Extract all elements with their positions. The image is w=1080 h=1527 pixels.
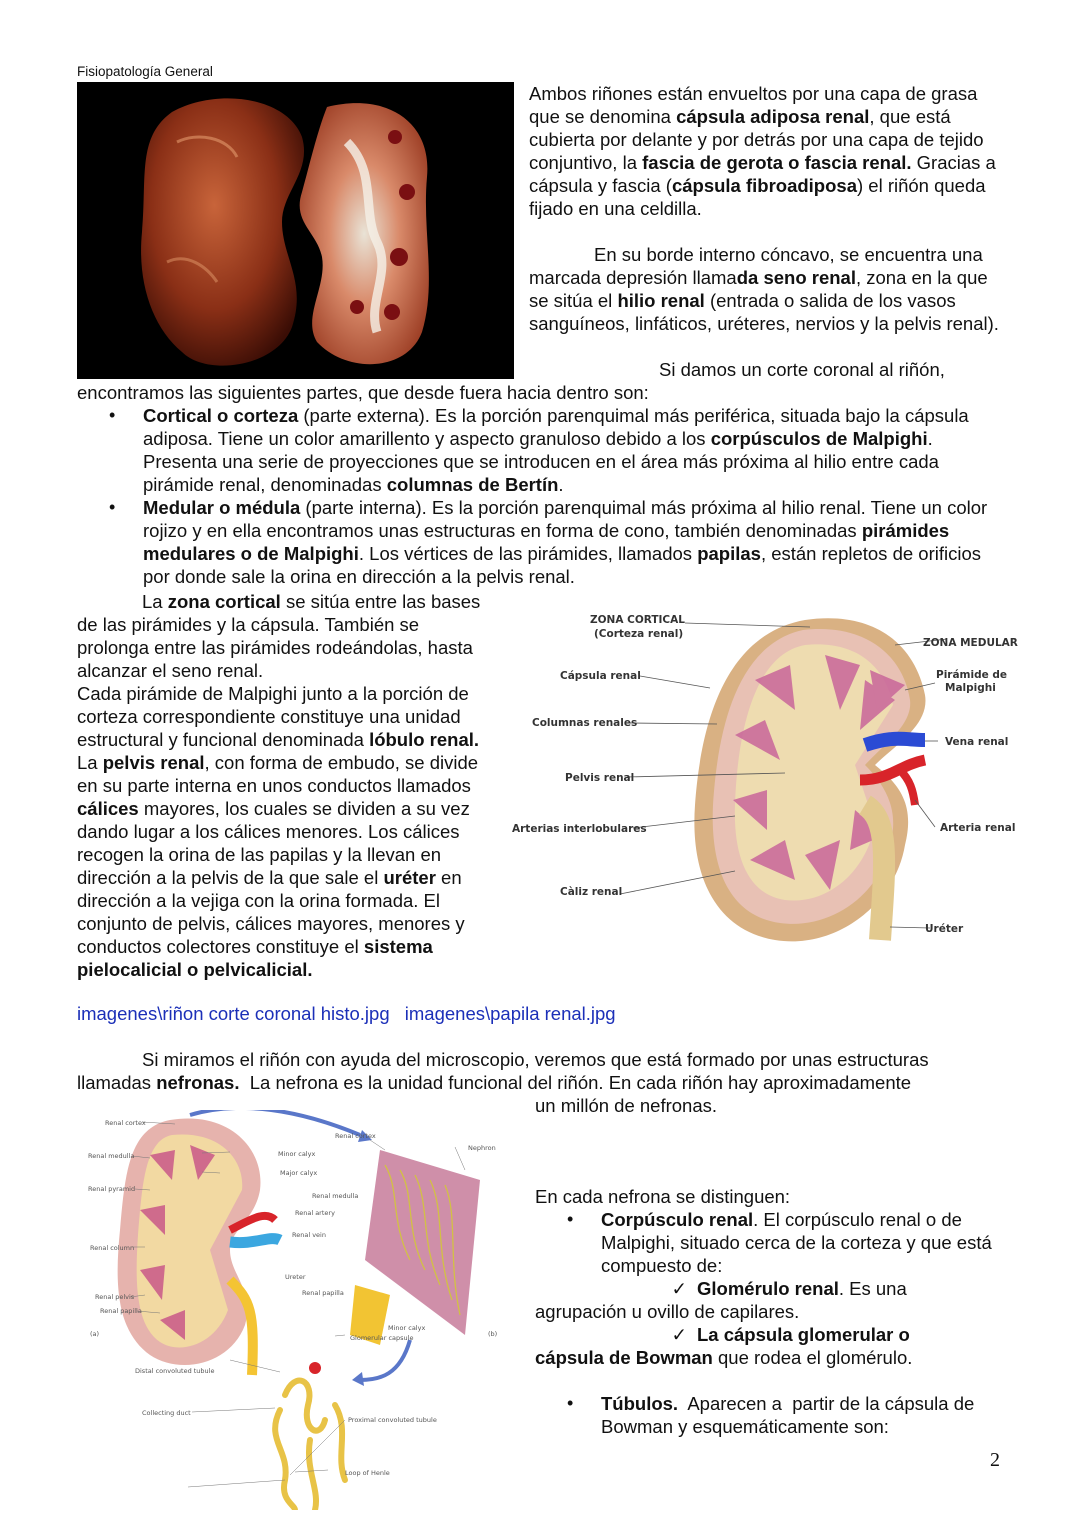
parts-list bbox=[77, 404, 1007, 588]
label-renal-pyramid: Renal pyramid bbox=[88, 1185, 136, 1193]
paragraph-corte: Si damos un corte coronal al riñón, encontramos las siguientes partes, que desde fuera hacia dentro son: • Cortical o corteza (parte externa). Es la porción parenquimal más periférica, situada bajo la cápsula adiposa. Tiene un color amarillento y aspecto granuloso debido a los corpúsculos de Malpighi. Presenta una serie de proyecciones que se introducen en el área más próxima al hilio entre cada pirámide renal, denominadas columnas de Bertín. • Medular o médula (parte interna). Es la porción parenquimal más próxima al hilio renal. Tiene un color rojizo y en ella encontramos unas estructuras en forma de cono, también denominadas pirámides medulares o de Malpighi. Los vértices de las pirámides, llamados papilas, están repletos de orificios por donde sale la orina en dirección a la pelvis renal. bbox=[77, 358, 1007, 588]
label-piramide-2: Malpighi bbox=[945, 682, 996, 694]
label-r-cortex: Renal cortex bbox=[335, 1132, 376, 1140]
label-renal-papilla: Renal papilla bbox=[100, 1307, 142, 1315]
list-item: • Túbulos. Aparecen a partir de la cápsula de Bowman y esquemáticamente son: bbox=[567, 1393, 975, 1437]
label-zona-cortical: ZONA CORTICAL bbox=[590, 614, 685, 626]
label-henle: Loop of Henle bbox=[345, 1469, 390, 1477]
check-icon: ✓ bbox=[671, 1278, 687, 1299]
page-number: 2 bbox=[990, 1449, 1000, 1471]
kidney-photo-icon bbox=[77, 82, 514, 379]
label-minor-calyx-2: Minor calyx bbox=[388, 1324, 426, 1332]
label-pelvis: Pelvis renal bbox=[565, 772, 635, 784]
label-distal: Distal convoluted tubule bbox=[135, 1367, 215, 1375]
label-renal-medulla: Renal medulla bbox=[88, 1152, 135, 1160]
nephron-parts-list bbox=[535, 1208, 1005, 1277]
running-header: Fisiopatología General bbox=[77, 64, 213, 79]
label-collecting: Collecting duct bbox=[142, 1409, 191, 1417]
label-nephron: Nephron bbox=[468, 1144, 496, 1152]
paragraph-zona-cortical: La zona cortical se sitúa entre las bases de las pirámides y la cápsula. También se prolonga entre las pirámides rodeándolas, hasta alcanzar el seno renal. Cada pirámide de Malpighi junto a la porción de corteza correspondiente constituye una unidad estructural y funcional denominada lóbulo renal. La pelvis renal, con forma de embudo, se divide en su parte interna en unos conductos llamados cálices mayores, los cuales se dividen a su vez dando lugar a los cálices menores. Los cálices recogen la orina de las papilas y la llevan en dirección a la pelvis de la que sale el uréter en dirección a la vejiga con la orina formada. El conjunto de pelvis, cálices mayores, menores y conductos colectores constituye el sistema pielocalicial o pelvicalicial. bbox=[77, 591, 481, 980]
nephron-diagram bbox=[80, 1110, 510, 1510]
label-r-papilla: Renal papilla bbox=[302, 1289, 344, 1297]
link-papila-renal[interactable]: imagenes\papila renal.jpg bbox=[404, 1003, 616, 1024]
paragraph-capsula: Ambos riñones están envueltos por una capa de grasa que se denomina cápsula adiposa renal, que está cubierta por delante y por detrás por una capa de tejido conjuntivo, la fascia de gerota o fascia renal. Gracias a cápsula y fascia (cápsula fibroadiposa) el riñón queda fijado en una celdilla. bbox=[529, 83, 996, 219]
kidney-photo bbox=[77, 82, 514, 379]
label-renal-column: Renal column bbox=[90, 1244, 135, 1252]
label-renal-vein: Renal vein bbox=[292, 1231, 326, 1239]
label-columnas: Columnas renales bbox=[532, 717, 638, 729]
tubules-list bbox=[535, 1392, 1005, 1438]
label-b: (b) bbox=[488, 1330, 498, 1338]
label-minor-calyx: Minor calyx bbox=[278, 1150, 316, 1158]
label-corteza: (Corteza renal) bbox=[594, 628, 684, 640]
label-arterias: Arterias interlobulares bbox=[512, 823, 647, 835]
check-icon: ✓ bbox=[671, 1324, 687, 1345]
list-item: • Corpúsculo renal. El corpúsculo renal o de Malpighi, situado cerca de la corteza y que está compuesto de: bbox=[567, 1209, 992, 1276]
label-renal-cortex: Renal cortex bbox=[105, 1119, 146, 1127]
paragraph-seno: En su borde interno cóncavo, se encuentra una marcada depresión llamada seno renal, zona en la que se sitúa el hilio renal (entrada o salida de los vasos sanguíneos, linfáticos, uréteres, nervios y la pelvis renal). bbox=[529, 244, 999, 334]
label-renal-artery: Renal artery bbox=[295, 1209, 335, 1217]
list-item: • Medular o médula (parte interna). Es la porción parenquimal más próxima al hilio renal. Tiene un color rojizo y en ella encontramos unas estructuras en forma de cono, también denominadas pirámides medulares o de Malpighi. Los vértices de las pirámides, llamados papilas, están repletos de orificios por donde sale la orina en dirección a la pelvis renal. bbox=[109, 497, 988, 587]
label-vena: Vena renal bbox=[945, 736, 1009, 748]
label-caliz: Càliz renal bbox=[560, 886, 623, 898]
kidney-coronal-diagram bbox=[505, 605, 1025, 955]
label-a: (a) bbox=[90, 1330, 100, 1338]
label-proximal: Proximal convoluted tubule bbox=[348, 1416, 437, 1424]
label-zona-medular: ZONA MEDULAR bbox=[923, 637, 1018, 649]
label-arteria: Arteria renal bbox=[940, 822, 1016, 834]
label-glomerular-capsule: Glomerular capsule bbox=[350, 1334, 414, 1342]
label-capsula: Cápsula renal bbox=[560, 670, 641, 682]
link-corte-coronal[interactable]: imagenes\riñon corte coronal histo.jpg bbox=[77, 1003, 390, 1024]
image-links bbox=[77, 1003, 626, 1025]
label-major-calyx: Major calyx bbox=[280, 1169, 318, 1177]
paragraph-nefronas: Si miramos el riñón con ayuda del microscopio, veremos que está formado por unas estructuras llamadas nefronas. La nefrona es la unidad funcional del riñón. En cada riñón hay aproximadamente un millón de nefronas. bbox=[77, 1049, 929, 1116]
label-ureter: Uréter bbox=[925, 923, 964, 935]
label-ureter: Ureter bbox=[285, 1273, 306, 1281]
label-r-medulla: Renal medulla bbox=[312, 1192, 359, 1200]
label-piramide-1: Pirámide de bbox=[936, 669, 1008, 681]
nephron-parts: En cada nefrona se distinguen: • Corpúsculo renal. El corpúsculo renal o de Malpighi, situado cerca de la corteza y que está compuesto de: ✓ Glomérulo renal. Es una agrupación u ovillo de capilares. ✓ La cápsula glomerular o cápsula de Bowman que rodea el glomérulo. • Túbulos. Aparecen a partir de la cápsula de Bowman y esquemáticamente son: bbox=[535, 1185, 1005, 1438]
list-item: • Cortical o corteza (parte externa). Es la porción parenquimal más periférica, situada bajo la cápsula adiposa. Tiene un color amarillento y aspecto granuloso debido a los corpúsculos de Malpighi. Presenta una serie de proyecciones que se introducen en el área más próxima al hilio entre cada pirámide renal, denominadas columnas de Bertín. bbox=[109, 405, 969, 495]
label-renal-pelvis: Renal pelvis bbox=[95, 1293, 135, 1301]
